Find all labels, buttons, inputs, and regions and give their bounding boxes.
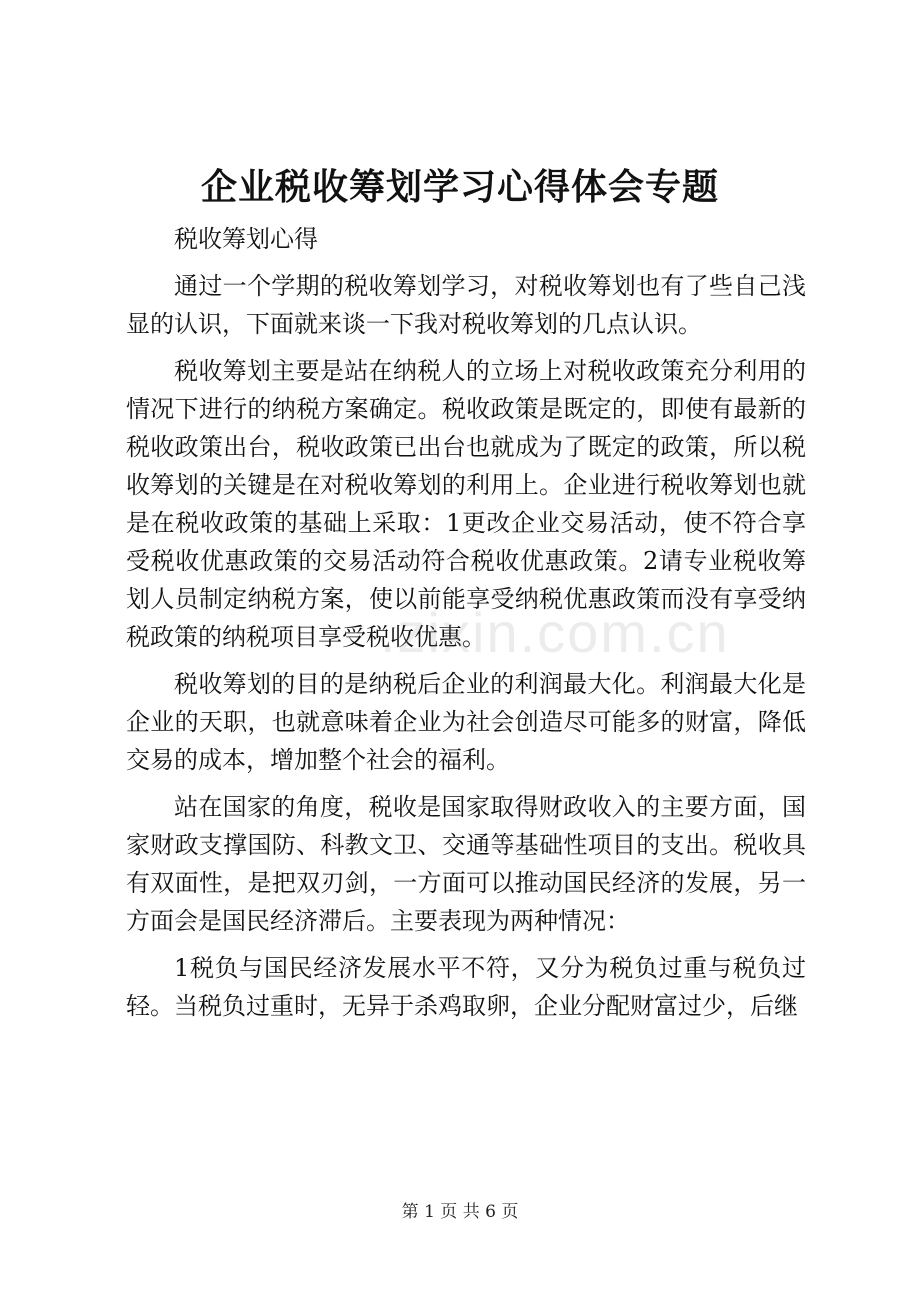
page-footer: 第 1 页 共 6 页 bbox=[401, 1202, 519, 1222]
document-body bbox=[126, 220, 806, 1034]
document-title: 企业税收筹划学习心得体会专题 bbox=[200, 166, 719, 208]
paragraph: 税收筹划的目的是纳税后企业的利润最大化。利润最大化是企业的天职，也就意味着企业为社会创造尽可能多的财富，降低交易的成本，增加整个社会的福利。 bbox=[126, 670, 806, 774]
paragraph: 站在国家的角度，税收是国家取得财政收入的主要方面，国家财政支撑国防、科教文卫、交通等基础性项目的支出。税收具有双面性，是把双刃剑，一方面可以推动国民经济的发展，另一方面会是国民经济滞后。主要表现为两种情况： bbox=[126, 793, 806, 935]
paragraph: 通过一个学期的税收筹划学习，对税收筹划也有了些自己浅显的认识，下面就来谈一下我对税收筹划的几点认识。 bbox=[126, 272, 806, 338]
paragraph: 税收筹划主要是站在纳税人的立场上对税收政策充分利用的情况下进行的纳税方案确定。税收政策是既定的，即使有最新的税收政策出台，税收政策已出台也就成为了既定的政策，所以税收筹划的关键是在对税收筹划的利用上。企业进行税收筹划也就是在税收政策的基础上采取：1更改企业交易活动，使不符合享受税收优惠政策的交易活动符合税收优惠政策。2请专业税收筹划人员制定纳税方案，使以前能享受纳税优惠政策而没有享受纳税政策的纳税项目享受税收优惠。 bbox=[126, 357, 806, 651]
paragraph: 1税负与国民经济发展水平不符，又分为税负过重与税负过轻。当税负过重时，无异于杀鸡取卵，企业分配财富过少，后继 bbox=[126, 954, 806, 1020]
paragraph-subtitle: 税收筹划心得 bbox=[174, 225, 318, 253]
watermark: .zixin.com.cn bbox=[380, 601, 730, 664]
